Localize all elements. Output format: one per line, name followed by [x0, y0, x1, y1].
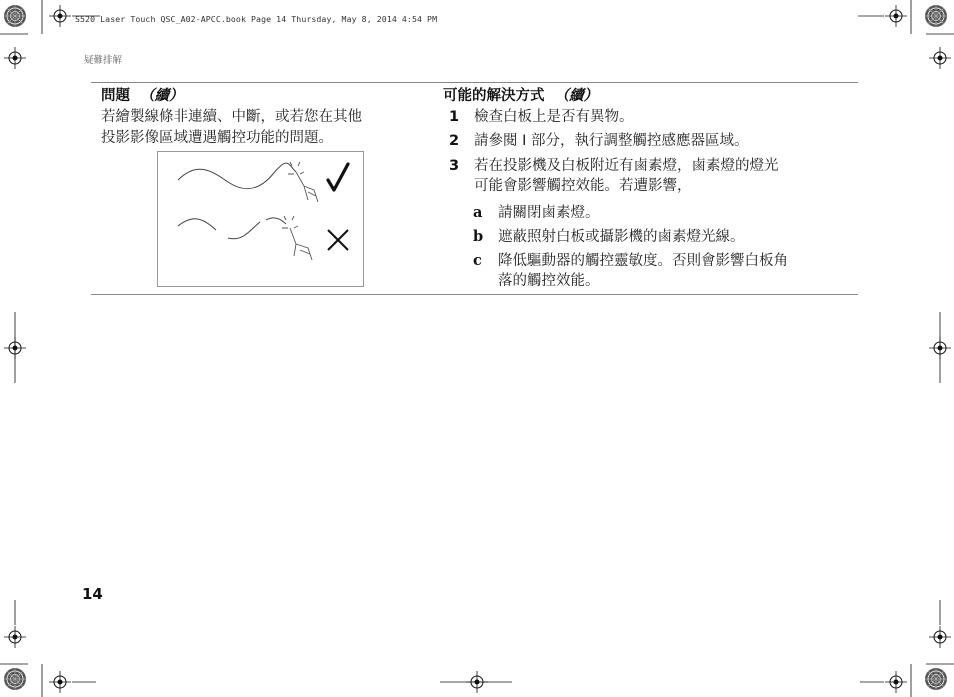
section-label: 疑難排解 [84, 55, 123, 66]
substep-text: 請關閉鹵素燈。 [498, 205, 600, 221]
registration-mark-icon [49, 671, 71, 693]
problem-line: 若繪製線條非連續、中斷，或若您在其他 [101, 109, 362, 125]
step-text: 請參閱 I 部分，執行調整觸控感應器區域。 [474, 133, 749, 149]
step-number: 3 [449, 158, 460, 174]
substep-letter: b [473, 228, 484, 245]
solution-heading-label: 可能的解決方式 [443, 88, 545, 104]
substep-letter: c [473, 252, 482, 269]
registration-mark-icon [4, 626, 26, 648]
page-number: 14 [82, 585, 103, 603]
substep-letter: a [473, 204, 483, 221]
registration-burst-icon [925, 5, 947, 27]
step-text: 檢查白板上是否有異物。 [474, 109, 634, 125]
registration-burst-icon [4, 668, 26, 690]
substep-text-line: 落的觸控效能。 [498, 273, 600, 289]
registration-burst-icon [4, 5, 26, 27]
registration-mark-icon [49, 5, 71, 27]
step-number: 1 [449, 109, 460, 125]
problem-heading-cont: （續） [140, 88, 184, 104]
step-number: 2 [449, 133, 460, 149]
problem-heading-label: 問題 [101, 88, 130, 104]
solution-heading-cont: （續） [554, 88, 598, 104]
step-text-line: 若在投影機及白板附近有鹵素燈，鹵素燈的燈光 [474, 158, 779, 174]
registration-mark-icon [929, 626, 951, 648]
registration-mark-icon [929, 47, 951, 69]
step-text-line: 可能會影響觸控效能。若遭影響， [474, 178, 692, 194]
registration-mark-icon [4, 47, 26, 69]
substep-text: 遮蔽照射白板或攝影機的鹵素燈光線。 [498, 229, 745, 245]
registration-mark-icon [885, 671, 907, 693]
problem-line: 投影影像區域遭遇觸控功能的問題。 [101, 130, 333, 146]
registration-burst-icon [925, 668, 947, 690]
registration-mark-icon [885, 5, 907, 27]
substep-text-line: 降低驅動器的觸控靈敏度。否則會影響白板角 [498, 253, 788, 269]
print-header: S520 Laser Touch QSC_A02-APCC.book Page 14 Thursday, May 8, 2014 4:54 PM [75, 14, 438, 24]
